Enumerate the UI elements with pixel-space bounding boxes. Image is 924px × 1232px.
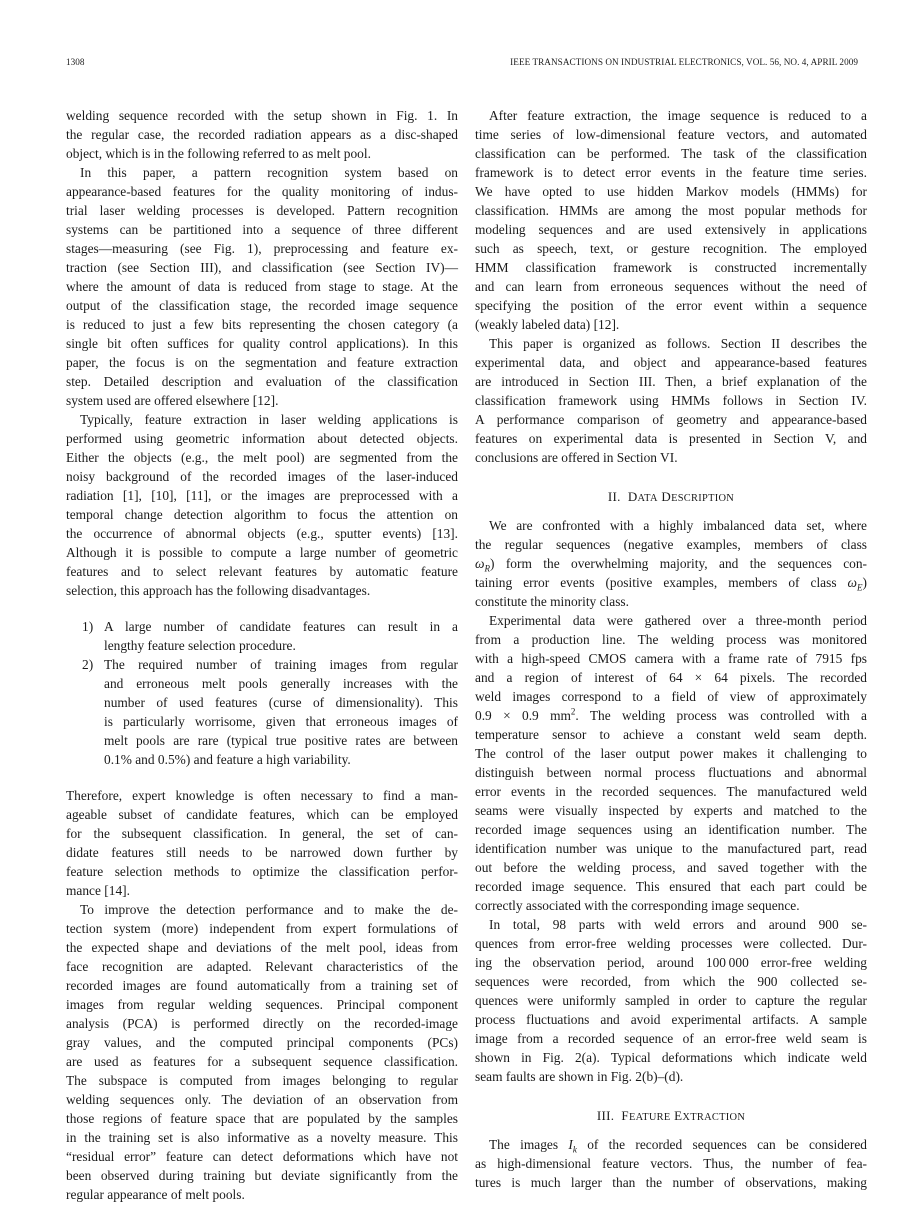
text-line: tection system (more) independent from expert formulations of [66,921,458,936]
text-line-with-math [475,706,867,725]
text-line: modeling sequences and are used extensively in applications [475,222,867,237]
text-line: The subspace is computed from images belonging to regular [66,1073,458,1088]
text-line: selection, this approach has the following disadvantages. [66,583,371,598]
running-header [66,57,858,71]
text-line: welding sequence recorded with the setup shown in Fig. 1. In [66,108,458,123]
paragraph-start: Experimental data were gathered over a three-month period [489,613,867,628]
text-line: and a region of interest of 64 × 64 pixels. The recorded [475,670,867,685]
text-line: HMM classification framework is constructed incrementally [475,260,867,275]
text-line: number of used features (curse of dimensionality). This [104,695,458,710]
text-line: stages—measuring (see Fig. 1), preprocessing and feature ex- [66,241,458,256]
text-line: analysis (PCA) is performed directly on the recorded-image [66,1016,458,1031]
text-line: didate features still needs to be narrowed down further by [66,845,458,860]
journal-title: IEEE TRANSACTIONS ON INDUSTRIAL ELECTRONICS, VOL. 56, NO. 4, APRIL 2009 [510,57,858,67]
text-line: recorded images are found automatically from a training set of [66,978,458,993]
text-line: shown in Fig. 2(a). Typical deformations which indicate weld [475,1050,867,1065]
text-line: ageable subset of candidate features, which can be employed [66,807,458,822]
text-line: gray values, and the computed principal components (PCs) [66,1035,458,1050]
text-line: The control of the laser output power makes it challenging to [475,746,867,761]
math-I: I [568,1137,573,1152]
text-line: specifying the position of the error event within a sequence [475,298,867,313]
math-subscript: E [857,582,863,593]
text-line: the regular sequences (negative examples, members of class [475,537,867,552]
text-line: feature selection methods to optimize the classification perfor- [66,864,458,879]
heading-cap: F [621,1108,629,1123]
paragraph-start: To improve the detection performance and to make the de- [80,902,458,917]
text-line: the occurrence of abnormal objects (e.g., sputter events) [13]. [66,526,458,541]
text-line: lengthy feature selection procedure. [104,638,296,653]
text-line: is particularly worrisome, given that erroneous images of [104,714,458,729]
text-line: constitute the minority class. [475,594,629,609]
text-line: is reduced to just a few bits representing the chosen category (a [66,317,458,332]
paragraph-start: Typically, feature extraction in laser welding applications is [80,412,458,427]
math-subscript: k [572,1144,577,1155]
text-line: step. Detailed description and evaluation of the classification [66,374,458,389]
text-line: classification. HMMs are among the most popular methods for [475,203,867,218]
heading-cap: E [674,1108,683,1123]
text-line-with-math: taining error events (positive examples, members of class $\omega_E$) [475,575,867,593]
text-line: ing the observation period, around 100 000 error-free welding [475,955,867,970]
text-line: object, which is in the following referred to as melt pool. [66,146,371,161]
text-line: system used are offered elsewhere [12]. [66,393,279,408]
text-line: time series of low-dimensional feature vectors, and automated [475,127,867,142]
text-line: sequences were recorded, from which the 900 collected se- [475,974,867,989]
paragraph-start: In this paper, a pattern recognition system based on [80,165,458,180]
text-line: in the training set is also informative as a novelty measure. This [66,1130,458,1145]
text-line: performed using geometric information about detected objects. [66,431,458,446]
text-line: the regular case, the recorded radiation appears as a disc-shaped [66,127,458,142]
text-line: as high-dimensional feature vectors. Thus, the number of fea- [475,1156,867,1171]
list-text: A large number of candidate features can result in a [104,619,458,634]
math-fov: 0.9 × 0.9 mm [475,708,571,723]
text-line: experimental data, and object and appearance-based features [475,355,867,370]
text-line: output of the classification stage, the recorded image sequence [66,298,458,313]
text-line-with-math: $\omega_R$) form the overwhelming majority, and the sequences con- [475,556,867,574]
text-line: such as speech, text, or gesture recognition. The employed [475,241,867,256]
text-line: with a high-speed CMOS camera with a frame rate of 7915 fps [475,651,867,666]
list-marker: 1) [82,619,94,634]
text-line: noisy background of the recorded images of the laser-induced [66,469,458,484]
text-line: for the subsequent classification. In general, the set of can- [66,826,458,841]
paragraph-start: We are confronted with a highly imbalanced data set, where [489,518,867,533]
text-line: traction (see Section III), and classification (see Section IV)— [66,260,458,275]
text-line: systems can be partitioned into a sequence of three different [66,222,458,237]
text-span: form the overwhelming majority, and the sequences con- [505,556,867,571]
text-line: melt pools are rare (typical true positive rates are between [104,733,458,748]
section-heading-feature-extraction [475,1106,867,1125]
text-line: temporal change detection algorithm to focus the attention on [66,507,458,522]
text-line: (weakly labeled data) [12]. [475,317,620,332]
text-line: face recognition are adapted. Relevant characteristics of the [66,959,458,974]
paragraph-start-with-math [475,1135,867,1154]
math-superscript: 2 [570,706,576,717]
text-line: distinguish between normal process fluctuations and abnormal [475,765,867,780]
page-number: 1308 [66,57,85,67]
text-line: classification framework using HMMs follows in Section IV. [475,393,867,408]
heading-smallcaps: XTRACTION [682,1112,746,1123]
text-line: from a production line. The welding process was monitored [475,632,867,647]
text-line: features on experimental data is presented in Section V, and [475,431,867,446]
text-line: are used as features for a subsequent sequence classification. [66,1054,458,1069]
text-line: image from a recorded sequence of an error-free weld seam is [475,1031,867,1046]
text-line: radiation [1], [10], [11], or the images are preprocessed with a [66,488,458,503]
text-span: taining error events (positive examples, members of class [475,575,837,590]
text-line: “residual error” feature can detect deformations which have not [66,1149,458,1164]
text-line: conclusions are offered in Section VI. [475,450,678,465]
text-line: error events in the recorded sequences. The manufactured weld [475,784,867,799]
math-subscript: R [484,563,490,574]
text-span: The images [489,1137,559,1152]
text-line: tures is much larger than the number of observations, making [475,1175,867,1190]
text-line: features and to select relevant features by automatic feature [66,564,458,579]
text-line: out before the welding process, and saved together with the [475,860,867,875]
heading-smallcaps: ATA [637,493,658,504]
text-line: quences were uniformly sampled in order to capture the regular [475,993,867,1008]
text-line: Either the objects (e.g., the melt pool) are segmented from the [66,450,458,465]
text-span: of the recorded sequences can be considered [587,1137,867,1152]
paragraph-start: After feature extraction, the image sequence is reduced to a [489,108,867,123]
text-line: where the amount of data is reduced from stage to stage. At the [66,279,458,294]
heading-cap: D [661,489,672,504]
list-text: The required number of training images from regular [104,657,458,672]
text-line: regular appearance of melt pools. [66,1187,245,1202]
text-line: recorded image sequences using an identification number. The [475,822,867,837]
text-line: Although it is possible to compute a large number of geometric [66,545,458,560]
text-line: We have opted to use hidden Markov models (HMMs) for [475,184,867,199]
text-line: 0.1% and 0.5%) and feature a high variability. [104,752,351,767]
list-item-1 [66,617,458,636]
text-line: welding sequences only. The deviation of an observation from [66,1092,458,1107]
text-line: seams were visually inspected by experts and matched to the [475,803,867,818]
section-numeral: III. [596,1108,615,1123]
math-omega: ω [475,556,485,571]
text-line: and can learn from erroneous sequences without the need of [475,279,867,294]
text-line: temperature sensor to achieve a constant weld seam depth. [475,727,867,742]
text-line: images from regular welding sequences. Principal component [66,997,458,1012]
text-line: trial laser welding processes is developed. Pattern recognition [66,203,458,218]
paragraph-start: This paper is organized as follows. Section II describes the [489,336,867,351]
text-line: are introduced in Section III. Then, a brief explanation of the [475,374,867,389]
section-heading-data-description [475,487,867,506]
list-item-2 [66,655,458,674]
list-marker: 2) [82,657,94,672]
paragraph-start: In total, 98 parts with weld errors and around 900 se- [489,917,867,932]
text-line: appearance-based features for the quality monitoring of indus- [66,184,458,199]
text-line: seam faults are shown in Fig. 2(b)–(d). [475,1069,684,1084]
heading-smallcaps: EATURE [628,1112,671,1123]
heading-smallcaps: ESCRIPTION [671,493,735,504]
text-line: framework is to detect error events in the feature time series. [475,165,867,180]
text-line: been observed during training but deviate significantly from the [66,1168,458,1183]
text-line: the expected shape and deviations of the melt pool, ideas from [66,940,458,955]
text-line: quences from error-free welding processes were collected. Dur- [475,936,867,951]
text-line: those regions of feature space that are populated by the samples [66,1111,458,1126]
section-numeral: II. [607,489,621,504]
text-line: and erroneous melt pools generally increases with the [104,676,458,691]
text-line: recorded image sequence. This ensured that each part could be [475,879,867,894]
text-line: correctly associated with the corresponding image sequence. [475,898,800,913]
text-line: paper, the focus is on the segmentation and feature extraction [66,355,458,370]
text-line: A performance comparison of geometry and appearance-based [475,412,867,427]
text-line: mance [14]. [66,883,130,898]
text-line: single bit often suffices for quality control applications). In this [66,336,458,351]
math-omega: ω [847,575,858,590]
text-line: Therefore, expert knowledge is often necessary to find a man- [66,788,458,803]
text-line: weld images correspond to a field of view of approximately [475,689,867,704]
text-line: classification can be performed. The task of the classification [475,146,867,161]
text-line: process fluctuations and avoid experimental artifacts. A sample [475,1012,867,1027]
text-line: identification number was unique to the manufactured part, read [475,841,867,856]
heading-cap: D [627,489,638,504]
text-span: . The welding process was controlled with a [575,708,867,723]
